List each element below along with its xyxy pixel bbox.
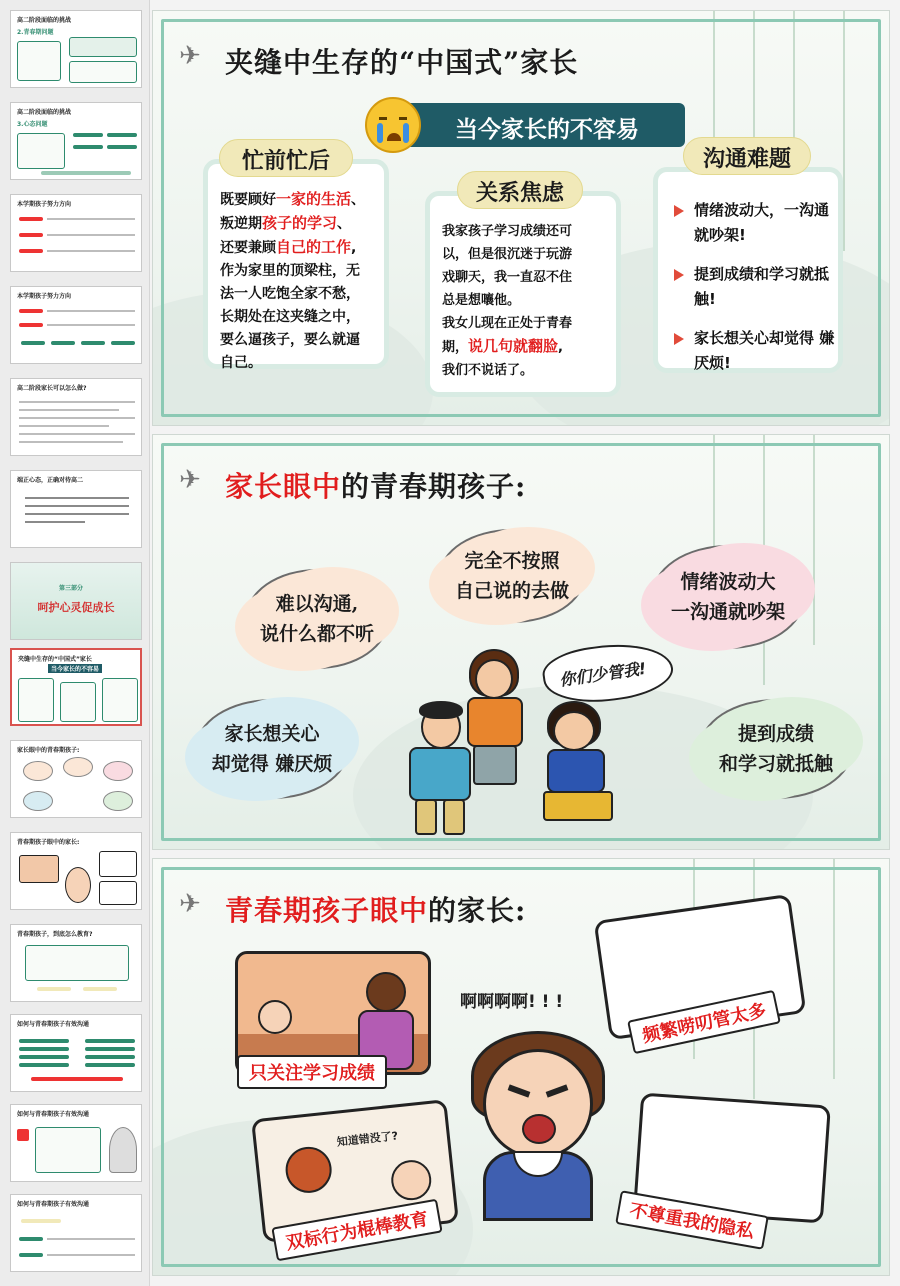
- body-text: ,: [558, 340, 563, 355]
- cloud-not-obey: 完全不按照 自己说的去做: [441, 531, 583, 621]
- card-line: [220, 236, 388, 260]
- thumbnail-slide-9[interactable]: [10, 740, 142, 818]
- slide-1-chinese-style-parents[interactable]: [152, 10, 890, 426]
- thumbnail-title: 夹缝中生存的“中国式”家长: [18, 656, 92, 663]
- card-relation-text: [442, 220, 618, 382]
- thumbnail-cloud: [23, 761, 53, 781]
- thumbnail-bar: [85, 1055, 135, 1059]
- thumbnail-bar: [21, 1219, 61, 1223]
- thumbnail-line: [47, 1238, 135, 1240]
- thumbnail-line: [25, 513, 129, 515]
- thumbnail-bar: [51, 341, 75, 345]
- bullet-item: 提到成绩和学习就抵触!: [672, 262, 838, 312]
- thumbnail-box: [69, 37, 137, 57]
- highlight-text: 一家的生活: [276, 190, 352, 208]
- thumbnail-bar: [19, 249, 43, 253]
- highlight-text: 孩子的学习: [262, 214, 338, 232]
- card-line: [442, 289, 618, 312]
- thumbnail-title: 高二阶段面临的挑战: [17, 17, 72, 24]
- thumbnail-line: [19, 425, 109, 427]
- thumbnail-slide-4[interactable]: [10, 286, 142, 364]
- thumbnail-line: [19, 409, 119, 411]
- scream-text: 啊啊啊啊! ! !: [460, 992, 564, 1012]
- card-line: [220, 352, 388, 375]
- thumbnail-subtitle: 3.心态问题: [17, 121, 48, 128]
- thumbnail-bar: [19, 233, 43, 237]
- thumbnail-girl: [65, 867, 91, 903]
- thumbnail-check: [17, 1129, 29, 1141]
- label-nag-too-much: 频繁唠叨管太多: [627, 990, 781, 1054]
- thumbnail-box: [25, 945, 129, 981]
- body-text: 我们不说话了。: [442, 363, 534, 378]
- cloud-resist-grades: 提到成绩 和学习就抵触: [701, 701, 851, 797]
- card-line: [220, 188, 388, 212]
- card-line: [220, 260, 388, 283]
- thumbnail-bar: [19, 1237, 43, 1241]
- thumbnail-bar: [111, 341, 135, 345]
- thumbnail-bar: [19, 1063, 69, 1067]
- thumbnail-slide-8-selected[interactable]: [10, 648, 142, 726]
- body-text: 戏聊天，我一直忍不住: [442, 270, 573, 285]
- body-text: 我家孩子学习成绩还可: [442, 224, 573, 239]
- thumbnail-title: 本学期孩子努力方向: [17, 201, 72, 208]
- crying-face-icon: [365, 97, 421, 153]
- thumbnail-line: [25, 521, 85, 523]
- thumbnail-line: [47, 1254, 135, 1256]
- card-line: [442, 220, 618, 243]
- thumbnail-bar: [19, 1039, 69, 1043]
- thumbnail-slide-14[interactable]: [10, 1194, 142, 1272]
- body-text: 还要兼顾: [220, 240, 276, 256]
- card-line: [220, 306, 388, 329]
- teen-girl-illustration: [533, 705, 623, 835]
- card-busy-heading: 忙前忙后: [219, 139, 353, 177]
- thumbnail-bar: [37, 987, 71, 991]
- card-line: [220, 283, 388, 306]
- crane-icon: ✈: [179, 889, 201, 919]
- thumbnail-bar: [85, 1039, 135, 1043]
- body-text: 我女儿现在正处于青春: [442, 316, 573, 331]
- thumbnail-bar: [19, 217, 43, 221]
- thumbnail-line: [25, 505, 129, 507]
- thumbnail-line: [47, 324, 135, 326]
- card-communication: [653, 167, 843, 373]
- slide-3-teens-view-of-parents[interactable]: [152, 858, 890, 1276]
- thumbnail-box: [17, 133, 65, 169]
- thumbnail-portrait: [109, 1127, 137, 1173]
- body-text: 、: [337, 216, 352, 232]
- crane-icon: ✈: [179, 41, 201, 71]
- bullet-item: 家长想关心却觉得 嫌厌烦!: [672, 326, 838, 376]
- thumbnail-comic: [19, 855, 59, 883]
- thumbnail-cloud: [103, 791, 133, 811]
- highlight-text: 自己的工作: [276, 238, 352, 256]
- thumbnail-bar: [73, 145, 103, 149]
- thumbnail-slide-3[interactable]: [10, 194, 142, 272]
- thumbnail-bar: [107, 145, 137, 149]
- slide-title: 夹缝中生存的“中国式”家长: [225, 46, 579, 79]
- thumbnail-box: [60, 682, 96, 722]
- thumbnail-title: 高二阶段面临的挑战: [17, 109, 72, 116]
- body-text: ,: [351, 240, 357, 256]
- card-line: [220, 329, 388, 352]
- highlight-text: 说几句就翻脸: [468, 337, 559, 355]
- thumbnail-line: [19, 433, 135, 435]
- thumbnail-slide-2[interactable]: [10, 102, 142, 180]
- cloud-mood-swings: 情绪波动大 一沟通就吵架: [653, 547, 803, 647]
- thumbnail-title: 端正心态，正确对待高二: [17, 477, 84, 484]
- thumbnail-title: 第三部分: [59, 585, 84, 592]
- bullet-item: 情绪波动大，一沟通就吵架!: [672, 198, 838, 248]
- card-line: [442, 243, 618, 266]
- thumbnail-subtitle: 当今家长的不容易: [48, 664, 102, 673]
- screaming-girl-face: [483, 1049, 593, 1159]
- label-double-standard-stick: 双标行为棍棒教育: [271, 1199, 442, 1262]
- slide-title: 青春期孩子眼中的家长:: [225, 894, 527, 927]
- thumbnail-bar: [19, 323, 43, 327]
- card-relation-anxiety: [425, 191, 621, 397]
- thumbnail-slide-11[interactable]: [10, 924, 142, 1002]
- card-busy-text: [220, 188, 388, 375]
- thumbnail-cloud: [103, 761, 133, 781]
- card-line: [442, 312, 618, 335]
- communication-bullets: [672, 198, 838, 390]
- thumbnail-cloud: [63, 757, 93, 777]
- thumbnail-comic: [99, 851, 137, 877]
- thumbnail-bar: [107, 133, 137, 137]
- thumbnail-slide-6[interactable]: [10, 470, 142, 548]
- card-line: [220, 212, 388, 236]
- thumbnail-bar: [41, 171, 131, 175]
- thumbnail-title: 青春期孩子，到底怎么教育?: [17, 931, 93, 938]
- thumbnail-slide-5[interactable]: [10, 378, 142, 456]
- crane-icon: ✈: [179, 465, 201, 495]
- body-text: 法一人吃饱全家不愁，: [220, 286, 360, 302]
- speech-burst: 你们少管我!: [540, 636, 677, 710]
- comic-bubble-text: 知道错没了?: [336, 1129, 399, 1149]
- thumbnail-title: 如何与青春期孩子有效沟通: [17, 1201, 90, 1208]
- subtitle-text: 当今家长的不容易: [455, 116, 639, 143]
- cloud-parent-care-annoyed: 家长想关心 却觉得 嫌厌烦: [197, 701, 347, 797]
- card-line: [442, 335, 618, 359]
- label-no-privacy: 不尊重我的隐私: [615, 1190, 769, 1250]
- cloud-hard-to-communicate: 难以沟通, 说什么都不听: [247, 571, 387, 667]
- thumbnail-slide-12[interactable]: [10, 1014, 142, 1092]
- body-text: 自己。: [220, 355, 262, 371]
- thumbnail-subtitle: 2.青春期问题: [17, 29, 54, 36]
- thumbnail-line: [19, 401, 135, 403]
- body-text: 要么逼孩子，要么就逼: [220, 332, 360, 348]
- thumbnail-box: [35, 1127, 101, 1173]
- thumbnail-box: [18, 678, 54, 722]
- body-text: 以，但是很沉迷于玩游: [442, 247, 573, 262]
- thumbnail-slide-10[interactable]: [10, 832, 142, 910]
- slide-2-parents-view-of-teens[interactable]: [152, 434, 890, 850]
- thumbnail-title: 如何与青春期孩子有效沟通: [17, 1111, 90, 1118]
- thumbnail-box: [17, 41, 61, 81]
- body-text: 期，: [442, 340, 469, 355]
- card-line: [442, 266, 618, 289]
- thumbnail-bar: [19, 309, 43, 313]
- body-text: 既要顾好: [220, 192, 276, 208]
- thumbnail-bar: [31, 1077, 123, 1081]
- thumbnail-line: [19, 441, 123, 443]
- subtitle-banner: [385, 103, 685, 147]
- slide-title: 家长眼中的青春期孩子:: [225, 470, 527, 503]
- card-line: [442, 359, 618, 382]
- thumbnail-bar: [85, 1063, 135, 1067]
- thumbnail-slide-1[interactable]: [10, 10, 142, 88]
- thumbnail-title: 如何与青春期孩子有效沟通: [17, 1021, 90, 1028]
- thumbnail-title: 家长眼中的青春期孩子:: [17, 747, 80, 754]
- label-only-care-grades: 只关注学习成绩: [237, 1055, 387, 1089]
- thumbnail-bar: [19, 1047, 69, 1051]
- body-text: 总是想嚷他。: [442, 293, 521, 308]
- thumbnail-line: [47, 218, 135, 220]
- thumbnail-bar: [83, 987, 117, 991]
- card-relation-heading: 关系焦虑: [457, 171, 583, 209]
- thumbnail-title: 高二阶段家长可以怎么做?: [17, 385, 87, 392]
- mother-illustration: [459, 655, 531, 785]
- body-text: 长期处在这夹缝之中，: [220, 309, 360, 325]
- thumbnail-cloud: [23, 791, 53, 811]
- thumbnail-bar: [81, 341, 105, 345]
- body-text: 、: [351, 192, 366, 208]
- thumbnail-slide-13[interactable]: [10, 1104, 142, 1182]
- thumbnail-bar: [85, 1047, 135, 1051]
- body-text: 作为家里的顶梁柱，无: [220, 263, 360, 279]
- thumbnail-line: [47, 310, 135, 312]
- thumbnail-title: 青春期孩子眼中的家长:: [17, 839, 80, 846]
- card-communication-heading: 沟通难题: [683, 137, 811, 175]
- thumbnail-slide-7[interactable]: [10, 562, 142, 640]
- slide-thumbnail-panel[interactable]: [0, 0, 150, 1286]
- thumbnail-title: 本学期孩子努力方向: [17, 293, 72, 300]
- thumbnail-box: [69, 61, 137, 83]
- thumbnail-bar: [19, 1253, 43, 1257]
- body-text: 叛逆期: [220, 216, 262, 232]
- thumbnail-box: [102, 678, 138, 722]
- thumbnail-line: [19, 417, 135, 419]
- thumbnail-line: [47, 234, 135, 236]
- thumbnail-line: [47, 250, 135, 252]
- thumbnail-bar: [19, 1055, 69, 1059]
- thumbnail-comic: [99, 881, 137, 905]
- thumbnail-bar: [73, 133, 103, 137]
- thumbnail-bar: [21, 341, 45, 345]
- card-busy: [203, 159, 389, 369]
- thumbnail-subtitle: 呵护心灵促成长: [37, 601, 115, 614]
- thumbnail-line: [25, 497, 129, 499]
